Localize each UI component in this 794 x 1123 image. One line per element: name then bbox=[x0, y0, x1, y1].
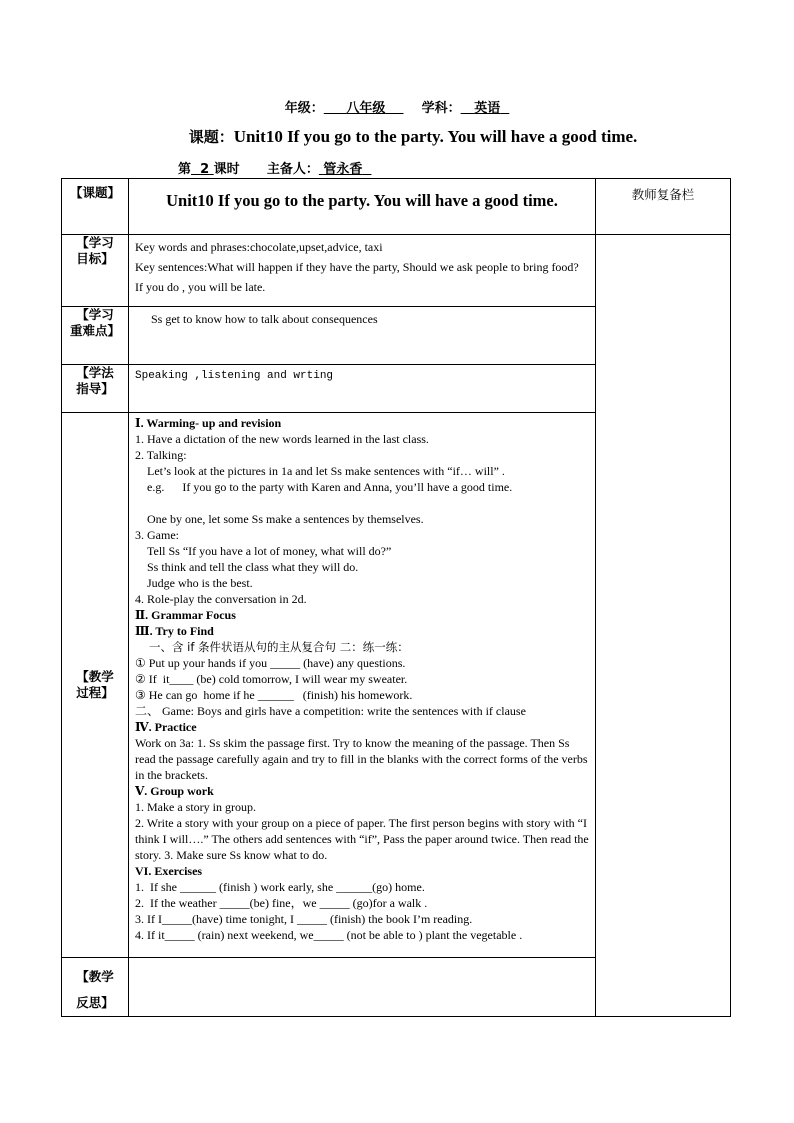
topic-value: Unit10 If you go to the party. You will have a good time. bbox=[233, 127, 638, 146]
exercise-line: 3. If I_____(have) time tonight, I _____ (finish) the book I’m reading. bbox=[135, 912, 473, 926]
row-topic bbox=[62, 179, 731, 235]
row-reflection bbox=[62, 958, 731, 1017]
process-line: 2. Talking: bbox=[135, 448, 187, 462]
label-key-line2: 重难点】 bbox=[69, 323, 120, 338]
section-heading: Ⅰ. Warming- up and revision bbox=[135, 416, 282, 430]
section-heading: Ⅴ. Group work bbox=[135, 784, 214, 798]
process-line: Tell Ss “If you have a lot of money, what will do?” bbox=[147, 544, 392, 558]
lesson-line bbox=[178, 158, 371, 177]
exercise-line: 4. If it_____ (rain) next weekend, we_____ (not be able to ) plant the vegetable . bbox=[135, 928, 523, 942]
process-line: ① Put up your hands if you _____ (have) any questions. bbox=[135, 656, 406, 670]
exercise-line: 1. If she ______ (finish ) work early, she ______(go) home. bbox=[135, 880, 425, 894]
label-key-line1: 【学习 bbox=[76, 307, 114, 322]
process-content bbox=[129, 413, 596, 958]
goals-line: Key words and phrases:chocolate,upset,advice, taxi bbox=[135, 240, 383, 254]
section-heading: Ⅲ. Try to Find bbox=[135, 624, 214, 638]
label-method-line1: 【学法 bbox=[76, 365, 114, 380]
lesson-plan-table bbox=[61, 178, 731, 1017]
process-line: One by one, let some Ss make a sentences by themselves. bbox=[147, 512, 424, 526]
section-heading: Ⅳ. Practice bbox=[135, 720, 197, 734]
process-line: ③ He can go home if he ______ (finish) his homework. bbox=[135, 688, 413, 702]
process-line: Work on 3a: 1. Ss skim the passage first. Try to know the meaning of the passage. Then Ss read the passage carefully again and try to fill in the blanks with the correct forms of the verbs in the brackets. bbox=[135, 736, 591, 782]
process-line: 3. Game: bbox=[135, 528, 179, 542]
key-points-content: Ss get to know how to talk about consequences bbox=[129, 307, 596, 365]
preparer-value: 管永香 bbox=[323, 162, 363, 177]
subject-label: 学科： bbox=[421, 101, 461, 116]
label-reflection-line2: 反思】 bbox=[76, 995, 114, 1010]
method-content: Speaking ,listening and wrting bbox=[129, 365, 596, 413]
grade-label: 年级： bbox=[284, 101, 324, 116]
grade-value: 八年级 bbox=[346, 101, 386, 116]
section-heading: Ⅱ. Grammar Focus bbox=[135, 608, 236, 622]
label-reflection bbox=[62, 958, 129, 1017]
subject-value: 英语 bbox=[474, 101, 501, 116]
label-process-line2: 过程】 bbox=[76, 685, 114, 700]
process-line: ② If it____ (be) cold tomorrow, I will wear my sweater. bbox=[135, 672, 408, 686]
process-line: Let’s look at the pictures in 1a and let Ss make sentences with “if… will” . bbox=[147, 464, 505, 478]
label-goals bbox=[62, 235, 129, 307]
label-method-line2: 指导】 bbox=[76, 381, 114, 396]
process-line: 2. Write a story with your group on a piece of paper. The first person begins with story with “I think I will….” The others add sentences with “if”, Pass the paper around twice. Then read the story. 3. Make sure Ss know what to do. bbox=[135, 816, 592, 862]
goals-content bbox=[129, 235, 596, 307]
label-process bbox=[62, 413, 129, 958]
label-topic: 【课题】 bbox=[62, 179, 129, 235]
label-process-line1: 【教学 bbox=[76, 669, 114, 684]
process-line: 二、 Game: Boys and girls have a competition: write the sentences with if clause bbox=[135, 704, 526, 718]
process-line bbox=[135, 495, 589, 511]
label-method bbox=[62, 365, 129, 413]
reflection-content bbox=[129, 958, 731, 1017]
process-line: 一、含 if 条件状语从句的主从复合句 二：练一练： bbox=[149, 640, 409, 654]
course-title: Unit10 If you go to the party. You will have a good time. bbox=[129, 179, 596, 235]
section-heading: VI. Exercises bbox=[135, 864, 203, 878]
process-line: Judge who is the best. bbox=[147, 576, 253, 590]
process-line: 1. Have a dictation of the new words learned in the last class. bbox=[135, 432, 429, 446]
exercise-line: 2. If the weather _____(be) fine，we _____ (go)for a walk . bbox=[135, 896, 428, 910]
goals-line: Key sentences:What will happen if they have the party, Should we ask people to bring food? If you do , you will be late. bbox=[135, 260, 579, 294]
process-line: 4. Role-play the conversation in 2d. bbox=[135, 592, 307, 606]
label-key bbox=[62, 307, 129, 365]
topic-heading bbox=[0, 126, 794, 147]
teacher-notes-header: 教师复备栏 bbox=[596, 179, 731, 235]
process-line: Ss think and tell the class what they will do. bbox=[147, 560, 359, 574]
lesson-suffix: 课时 bbox=[213, 162, 240, 177]
label-reflection-line1: 【教学 bbox=[76, 969, 114, 984]
topic-label: 课题： bbox=[188, 128, 234, 146]
row-goals bbox=[62, 235, 731, 307]
preparer-label: 主备人： bbox=[266, 162, 319, 177]
teacher-notes-column bbox=[596, 235, 731, 1017]
header-grade-subject bbox=[0, 97, 794, 116]
lesson-prefix: 第 bbox=[178, 162, 192, 177]
label-goals-line1: 【学习 bbox=[76, 235, 114, 250]
process-line: 1. Make a story in group. bbox=[135, 800, 256, 814]
process-line: e.g. If you go to the party with Karen and Anna, you’ll have a good time. bbox=[147, 480, 513, 494]
label-goals-line2: 目标】 bbox=[76, 251, 114, 266]
lesson-no: 2 bbox=[200, 162, 210, 177]
